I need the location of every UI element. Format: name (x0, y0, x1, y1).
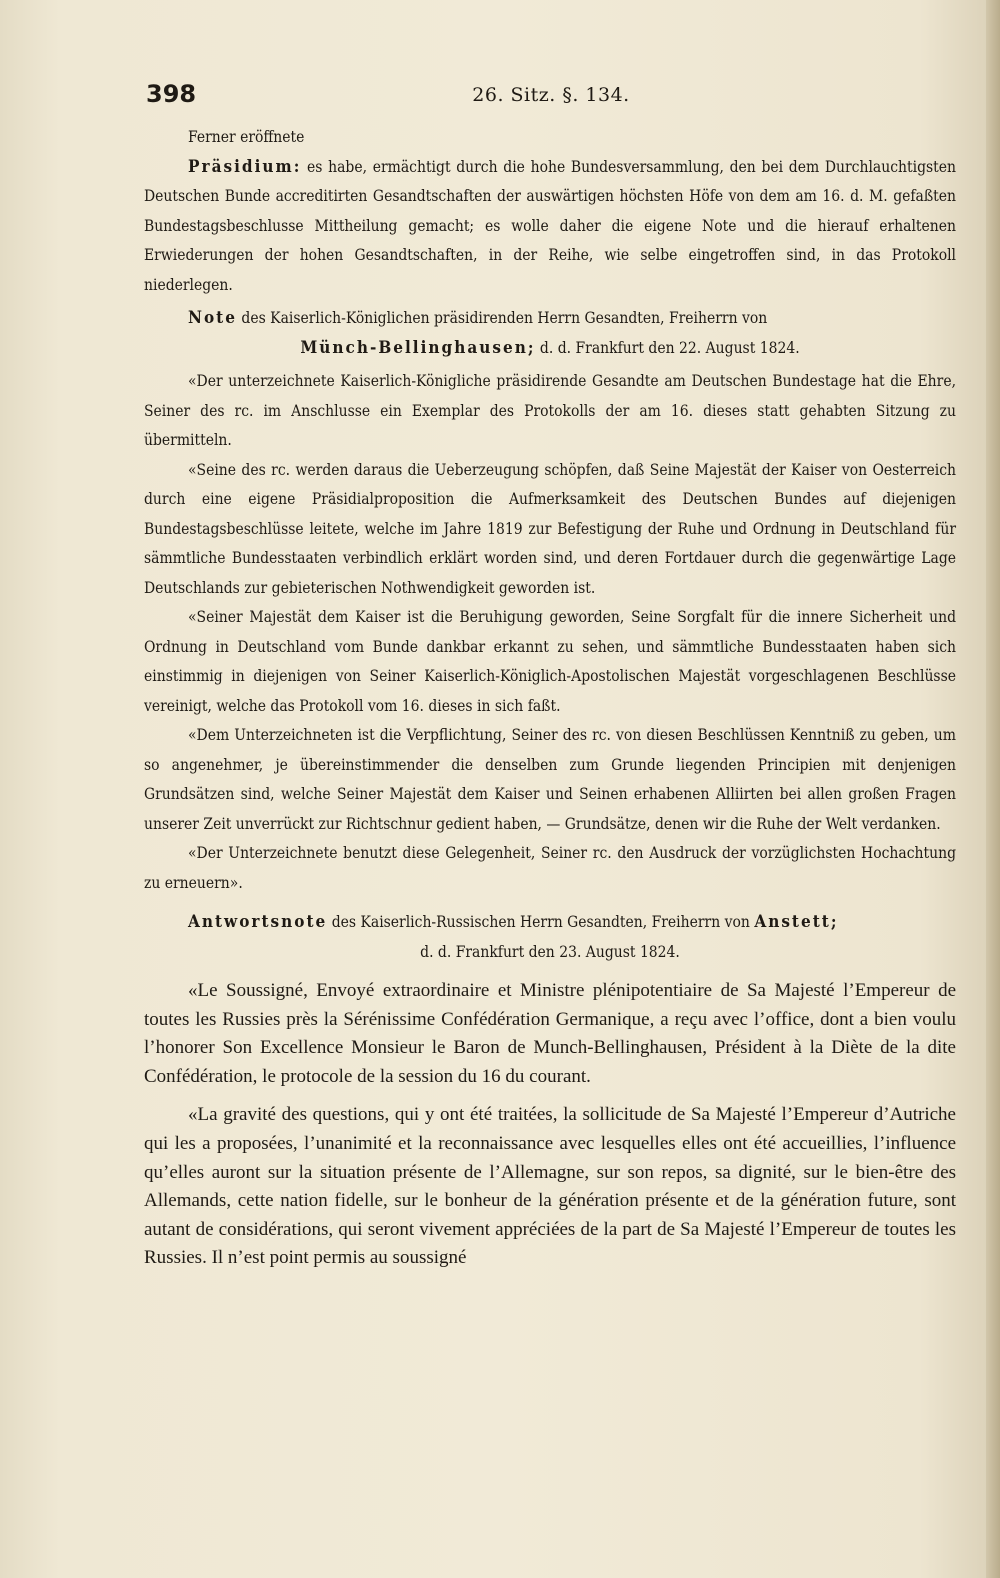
answer-heading: Antwortsnote des Kaiserlich-Russischen Herrn Gesandten, Freiherrn von Anstett; (188, 912, 839, 932)
note-paragraph-4: «Dem Unterzeichneten ist die Verpflichtung, Seiner des rc. von diesen Beschlüssen Kenntniß zu geben, um so angenehmer, je übereinstimmender die denselben zum Grunde liegenden Principien mit denjenigen Grundsätzen sind, welche Seiner Majestät dem Kaiser und Seinen erhabenen Alliirten bei allen großen Fragen unserer Zeit unverrückt zur Richtschnur gedient haben, — Grundsätze, denen wir die Ruhe der Welt verdanken. (144, 726, 956, 833)
french-paragraph-1: «Le Soussigné, Envoyé extraordinaire et Ministre plénipotentiaire de Sa Majesté l’Empereur de toutes les Russies près la Sérénissime Confédération Germanique, a reçu avec l’office, dont a bien voulu l’honorer Son Excellence Monsieur le Baron de Munch-Bellinghausen, Président à la Diète de la dite Confédération, le protocole de la session du 16 du courant. (144, 980, 956, 1087)
page-edge-shadow (986, 0, 1000, 1578)
page-header (146, 80, 956, 116)
running-head: 26. Sitz. §. 134. (472, 84, 630, 106)
note-paragraph-2: «Seine des rc. werden daraus die Ueberzeugung schöpfen, daß Seine Majestät der Kaiser von Oesterreich durch eine eigene Präsidialproposition die Aufmerksamkeit des Deutschen Bundes auf diejenigen Bundestagsbeschlüsse leitete, welche im Jahre 1819 zur Befestigung der Ruhe und Ordnung in Deutschland für sämmtliche Bundesstaaten verbindlich erklärt worden sind, und deren Fortdauer durch die gegenwärtige Lage Deutschlands zur gebieterischen Nothwendigkeit geworden ist. (144, 460, 956, 597)
french-paragraph-2: «La gravité des questions, qui y ont été traitées, la sollicitude de Sa Majesté l’Empereur d’Autriche qui les a proposées, l’unanimité et la reconnaissance avec lesquelles elles ont été accueillies, l’influence qu’elles auront sur la situation présente de l’Allemagne, sur son repos, sa dignité, sur le bien-être des Allemands, cette nation fidelle, sur le bonheur de la génération présente et de la génération future, sont autant de considérations, qui seront vivement appréciées de la part de Sa Majesté l’Empereur de toutes les Russies. Il n’est point permis au soussigné (144, 1104, 956, 1269)
praesidium-label: Präsidium: (188, 156, 302, 177)
note-paragraph-3: «Seiner Majestät dem Kaiser ist die Beruhigung geworden, Seine Sorgfalt für die innere Sicherheit und Ordnung in Deutschland vom Bunde dankbar erkannt zu sehen, und sämmtliche Bundesstaaten haben sich einstimmig in diejenigen von Seiner Kaiserlich-Königlich-Apostolischen Majestät vorgeschlagenen Beschlüsse vereinigt, welche das Protokoll vom 16. dieses in sich faßt. (144, 608, 956, 715)
intro-line: Ferner eröffnete (188, 128, 305, 146)
note-paragraph-5: «Der Unterzeichnete benutzt diese Gelegenheit, Seiner rc. den Ausdruck der vorzüglichsten Hochachtung zu erneuern». (144, 844, 956, 892)
note-heading-line2: Münch-Bellinghausen; d. d. Frankfurt den 22. August 1824. (300, 337, 800, 358)
note-heading: Note des Kaiserlich-Königlichen präsidirenden Herrn Gesandten, Freiherrn von (188, 308, 768, 328)
praesidium-paragraph (144, 153, 956, 301)
note-paragraph-1: «Der unterzeichnete Kaiserlich-Königliche präsidirende Gesandte am Deutschen Bundestage hat die Ehre, Seiner des rc. im Anschlusse ein Exemplar des Protokolls der am 16. dieses statt gehabten Sitzung zu übermitteln. (144, 372, 956, 449)
praesidium-text: es habe, ermächtigt durch die hohe Bundesversammlung, den bei dem Durchlauchtigsten Deutschen Bunde accreditirten Gesandtschaften der auswärtigen höchsten Höfe von dem am 16. d. M. gefaßten Bundestagsbeschlusse Mittheilung gemacht; es wolle daher die eigene Note und die hierauf erhaltenen Erwiederungen der hohen Gesandtschaften, in der Reihe, wie selbe eingetroffen sind, in das Protokoll niederlegen. (144, 157, 956, 294)
answer-heading-date: d. d. Frankfurt den 23. August 1824. (420, 942, 680, 961)
page-number: 398 (146, 80, 197, 108)
page-content (144, 123, 956, 1273)
